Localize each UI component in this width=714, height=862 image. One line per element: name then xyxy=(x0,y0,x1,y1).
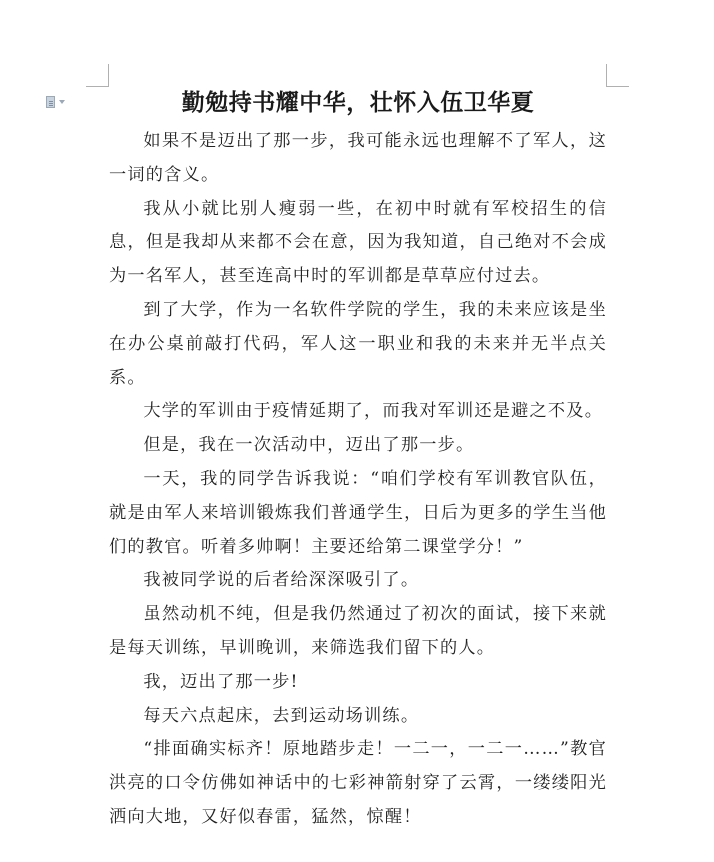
top-right-margin-mark xyxy=(606,64,629,87)
paragraph: 我被同学说的后者给深深吸引了。 xyxy=(143,570,420,591)
document-title: 勤勉持书耀中华，壮怀入伍卫华夏 xyxy=(181,90,535,116)
top-left-margin-mark xyxy=(86,64,109,87)
paragraph: 如果不是迈出了那一步，我可能永远也理解不了军人，这一词的含义。 xyxy=(109,131,607,185)
paragraph: 一天，我的同学告诉我说：“咱们学校有军训教官队伍，就是由军人来培训锻炼我们普通学生，日后为更多的学生当他们的教官。听着多帅啊！主要还给第二课堂学分！” xyxy=(109,468,607,557)
paragraph: 虽然动机不纯，但是我仍然通过了初次的面试，接下来就是每天训练，早训晚训，来筛选我们留下的人。 xyxy=(109,604,607,658)
paragraph: 我从小就比别人瘦弱一些，在初中时就有军校招生的信息，但是我却从来都不会在意，因为我知道，自己绝对不会成为一名军人，甚至连高中时的军训都是草草应付过去。 xyxy=(109,198,607,287)
paragraph: 但是，我在一次活动中，迈出了那一步。 xyxy=(143,435,475,456)
paragraph: “排面确实标齐！原地踏步走！一二一，一二一……”教官洪亮的口令仿佛如神话中的七彩神箭射穿了云霄，一缕缕阳光洒向大地，又好似春雷，猛然，惊醒！ xyxy=(109,739,607,827)
page-sheet-icon xyxy=(46,96,55,108)
chevron-down-icon xyxy=(59,100,65,104)
document-icon[interactable] xyxy=(46,94,74,110)
paragraph: 每天六点起床，去到运动场训练。 xyxy=(143,705,420,726)
paragraph: 我，迈出了那一步! xyxy=(143,671,299,692)
paragraph: 到了大学，作为一名软件学院的学生，我的未来应该是坐在办公桌前敲打代码，军人这一职业和我的未来并无半点关系。 xyxy=(109,299,607,388)
document-body xyxy=(109,125,607,835)
paragraph: 大学的军训由于疫情延期了，而我对军训还是避之不及。 xyxy=(143,401,604,422)
